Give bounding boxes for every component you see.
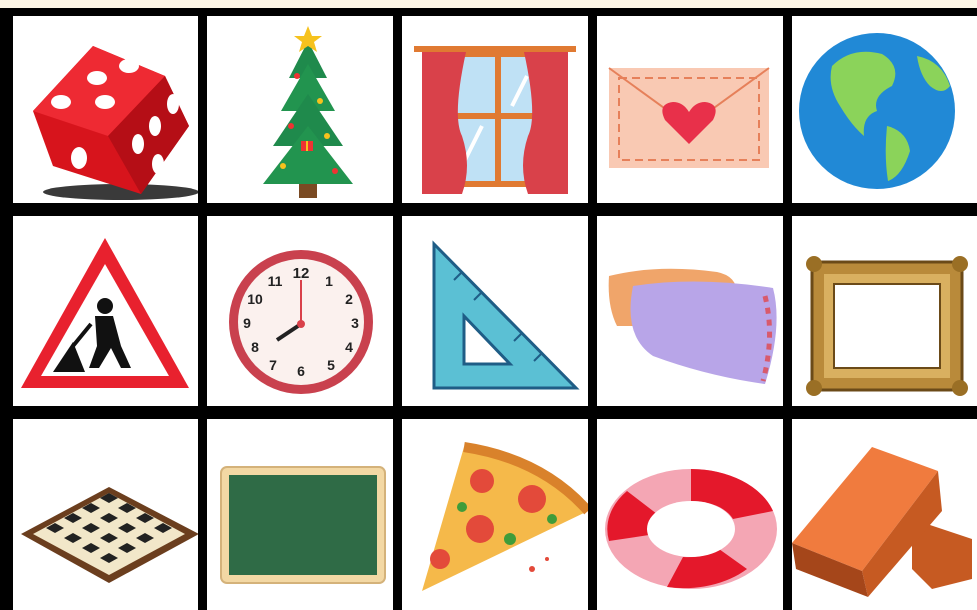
love-letter-envelope-icon (597, 16, 783, 203)
clock-number-2: 2 (345, 291, 353, 307)
card-chalkboard[interactable] (207, 419, 393, 610)
card-globe[interactable] (792, 16, 977, 203)
card-set-square[interactable] (402, 216, 588, 406)
chalkboard-icon (207, 419, 393, 610)
card-road-works-sign[interactable] (13, 216, 198, 406)
card-picture-frame[interactable] (792, 216, 977, 406)
road-works-sign-icon (13, 216, 198, 406)
christmas-tree-icon (207, 16, 393, 203)
card-clock[interactable] (207, 216, 393, 406)
clock-number-9: 9 (243, 315, 251, 331)
card-window[interactable] (402, 16, 588, 203)
clock-number-1: 1 (325, 273, 333, 289)
card-bricks[interactable] (792, 419, 977, 610)
card-christmas-tree[interactable] (207, 16, 393, 203)
window-curtains-icon (402, 16, 588, 203)
card-chessboard[interactable] (13, 419, 198, 610)
card-pillow[interactable] (597, 216, 783, 406)
gold-picture-frame-icon (792, 216, 977, 406)
clock-number-4: 4 (345, 339, 353, 355)
clock-number-7: 7 (269, 357, 277, 373)
card-swim-ring[interactable] (597, 419, 783, 610)
swim-ring-icon (597, 419, 783, 610)
pillow-icon (597, 216, 783, 406)
clock-number-11: 11 (267, 273, 283, 289)
clock-number-3: 3 (351, 315, 359, 331)
clock-number-5: 5 (327, 357, 335, 373)
clock-number-12: 12 (292, 265, 310, 282)
picture-card-grid (0, 8, 977, 610)
set-square-ruler-icon (402, 216, 588, 406)
bricks-icon (792, 419, 977, 610)
card-dice[interactable] (13, 16, 198, 203)
pizza-slice-icon (402, 419, 588, 610)
earth-globe-icon (792, 16, 977, 203)
wall-clock-icon (207, 216, 393, 406)
clock-number-10: 10 (247, 291, 263, 307)
clock-number-8: 8 (251, 339, 259, 355)
card-envelope[interactable] (597, 16, 783, 203)
clock-number-6: 6 (297, 363, 305, 379)
chessboard-icon (13, 419, 198, 610)
card-pizza[interactable] (402, 419, 588, 610)
red-dice-icon (13, 16, 198, 203)
